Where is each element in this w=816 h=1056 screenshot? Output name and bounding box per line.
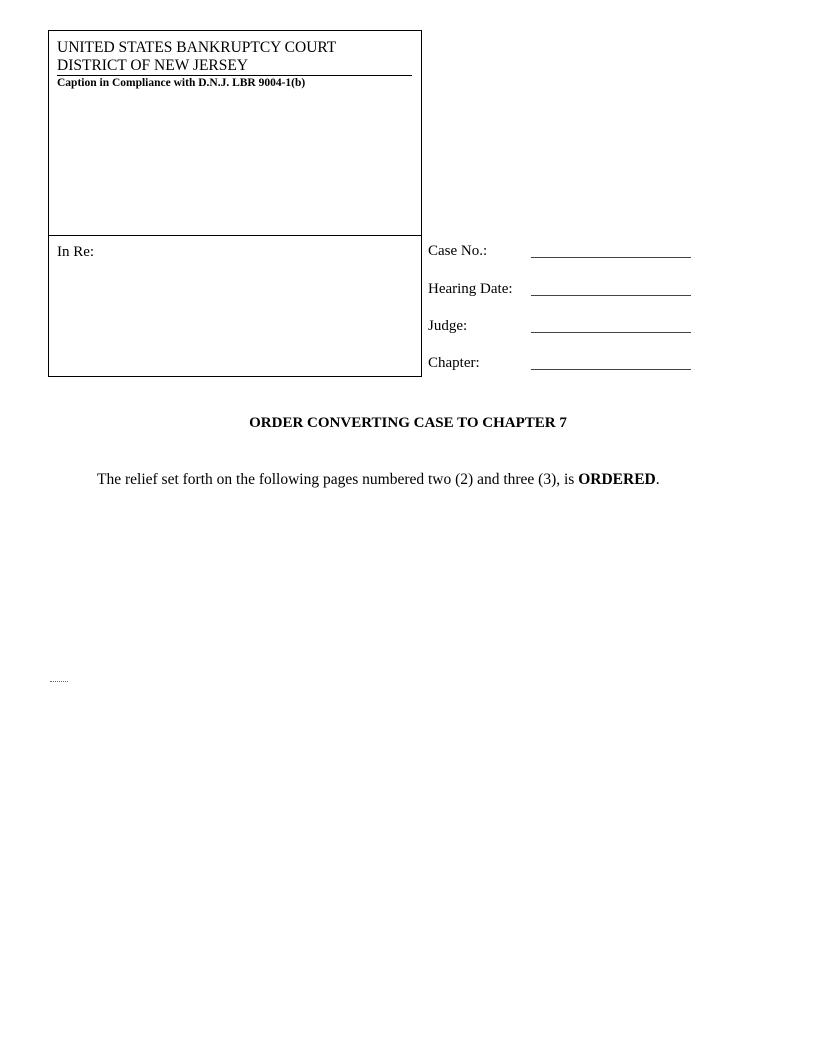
order-text: The relief set forth on the following pages numbered two (2) and three (3), is (97, 471, 579, 488)
field-label: Case No.: (428, 243, 488, 259)
blank-line (531, 295, 691, 296)
chapter-field (428, 355, 531, 372)
order-title: ORDER CONVERTING CASE TO CHAPTER 7 (249, 415, 567, 431)
divider (49, 235, 421, 236)
blank-line (531, 332, 691, 333)
order-text-end: . (655, 471, 660, 488)
hearing-date-field (428, 281, 531, 298)
caption-compliance: Caption in Compliance with D.N.J. LBR 9004-1(b) (57, 77, 306, 89)
field-label: Judge: (428, 318, 468, 334)
judge-field (428, 318, 531, 335)
field-label: Hearing Date: (428, 281, 513, 297)
dotted-mark (50, 681, 68, 682)
court-line-2: DISTRICT OF NEW JERSEY (57, 57, 412, 76)
order-paragraph (97, 471, 660, 489)
caption-box (48, 30, 422, 377)
court-line-1: UNITED STATES BANKRUPTCY COURT (57, 39, 337, 56)
court-name (57, 39, 412, 76)
blank-line (531, 369, 691, 370)
ordered-word: ORDERED (578, 471, 656, 488)
in-re-label: In Re: (57, 244, 95, 260)
field-label: Chapter: (428, 355, 480, 371)
case-number-field (428, 243, 531, 260)
blank-line (531, 257, 691, 258)
